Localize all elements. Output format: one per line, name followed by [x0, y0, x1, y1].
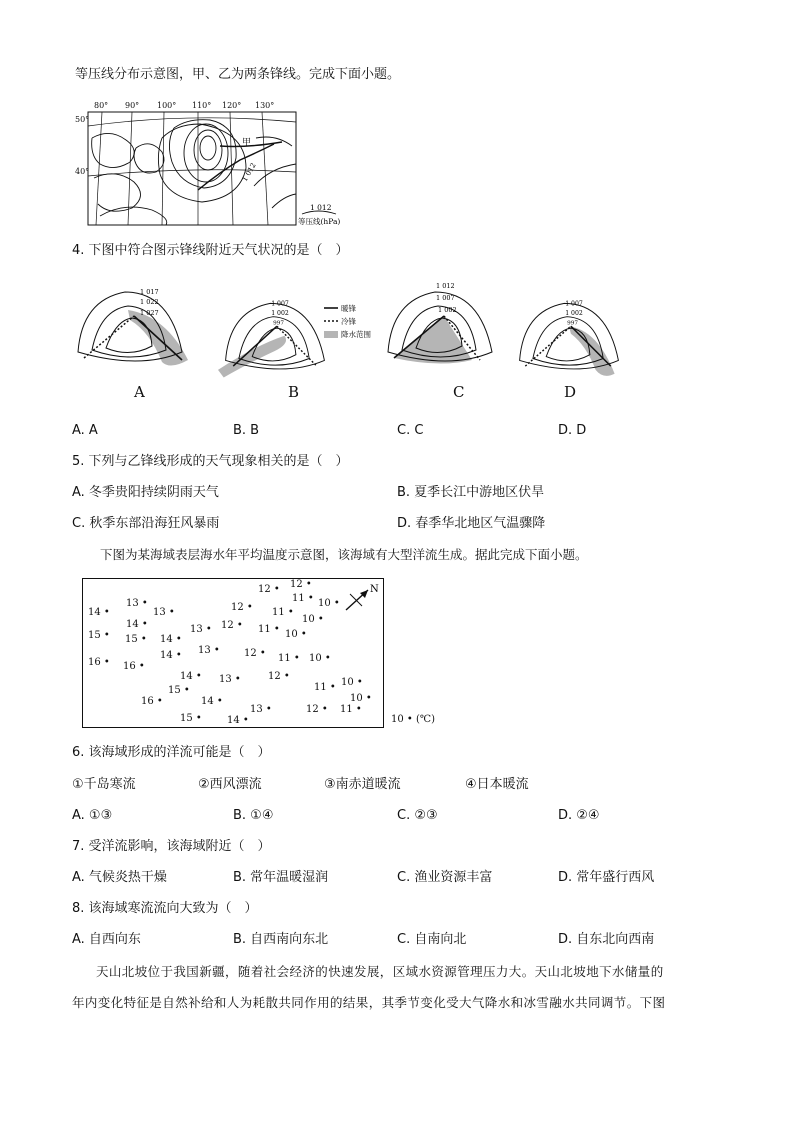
isobar-c-1: 1 012 — [436, 282, 455, 290]
lat-label: 40° — [75, 167, 90, 176]
temperature-point: 12 • — [290, 579, 312, 590]
q7-option-b[interactable]: B. 常年温暖湿润 — [233, 870, 329, 885]
temperature-point: 11 • — [314, 682, 336, 693]
q4-option-d[interactable]: D. D — [558, 423, 587, 438]
paragraph-line-1: 天山北坡位于我国新疆，随着社会经济的快速发展，区域水资源管理压力大。天山北坡地下水储量的 — [96, 964, 664, 979]
paragraph-line-2: 年内变化特征是自然补给和人为耗散共同作用的结果，其季节变化受大气降水和冰雪融水共同调节。下图 — [72, 995, 666, 1010]
temperature-point: 14 • — [160, 634, 182, 645]
q4-option-b[interactable]: B. B — [233, 423, 260, 438]
legend-value: 1 012 — [310, 203, 332, 212]
diagram-letter-d: D — [564, 383, 577, 401]
question-4-stem: 4. 下图中符合图示锋线附近天气状况的是（ ） — [72, 243, 349, 258]
diagram-letter-b: B — [288, 383, 300, 401]
temperature-point: 12 • — [258, 584, 280, 595]
lon-label: 130° — [255, 101, 275, 110]
isobar-c-2: 1 007 — [436, 294, 455, 302]
q5-option-a[interactable]: A. 冬季贵阳持续阴雨天气 — [72, 485, 219, 500]
front-legend — [324, 303, 371, 339]
lon-label: 90° — [125, 101, 140, 110]
q5-option-b[interactable]: B. 夏季长江中游地区伏旱 — [397, 485, 545, 500]
lon-label: 100° — [157, 101, 177, 110]
isobar-d-3: 997 — [567, 320, 578, 327]
isobar-legend — [298, 203, 340, 226]
temperature-point: 13 • — [126, 598, 148, 609]
lon-label: 110° — [192, 101, 212, 110]
temperature-point: 10 • — [341, 677, 363, 688]
temperature-point: 10 • — [285, 629, 307, 640]
q5-option-d[interactable]: D. 春季华北地区气温骤降 — [397, 516, 546, 531]
temperature-point: 11 • — [258, 624, 280, 635]
question-8-stem: 8. 该海域寒流流向大致为（ ） — [72, 901, 258, 916]
temperature-point: 10 • — [302, 614, 324, 625]
lat-label: 50° — [75, 115, 90, 124]
diagram-b — [218, 300, 324, 377]
temperature-point: 12 • — [244, 648, 266, 659]
q4-option-c[interactable]: C. C — [397, 423, 424, 438]
diagram-letter-a: A — [134, 383, 145, 401]
q5-option-c[interactable]: C. 秋季东部沿海狂风暴雨 — [72, 516, 220, 531]
temperature-point: 14 • — [126, 619, 148, 630]
isobar-b-3: 997 — [273, 320, 284, 327]
q6-item-1: ①千岛寒流 — [72, 777, 136, 792]
isobar-c-3: 1 002 — [438, 306, 457, 314]
diagram-letter-c: C — [453, 383, 465, 401]
temperature-point: 14 • — [88, 607, 110, 618]
temperature-point: 10 • — [309, 653, 331, 664]
temperature-point: 15 • — [180, 713, 202, 724]
temperature-point: 12 • — [268, 671, 290, 682]
q8-option-b[interactable]: B. 自西南向东北 — [233, 932, 329, 947]
temperature-point: 13 • — [153, 607, 175, 618]
temperature-point: 10 • — [318, 598, 340, 609]
temperature-point: 13 • — [250, 704, 272, 715]
temperature-point: 15 • — [168, 685, 190, 696]
temperature-point: 11 • — [272, 607, 294, 618]
q8-option-c[interactable]: C. 自南向北 — [397, 932, 467, 947]
isobar-map — [70, 98, 360, 230]
q7-option-c[interactable]: C. 渔业资源丰富 — [397, 870, 493, 885]
isobar-d-2: 1 002 — [565, 309, 583, 317]
diagram-d — [520, 300, 619, 376]
isobar-d-1: 1 007 — [565, 300, 583, 308]
legend-warm: 暖锋 — [341, 304, 356, 313]
legend-cold: 冷锋 — [341, 317, 356, 326]
temperature-point: 10 • — [350, 693, 372, 704]
north-label: N — [370, 584, 379, 595]
q7-option-d[interactable]: D. 常年盛行西风 — [558, 870, 655, 885]
temperature-point: 13 • — [198, 645, 220, 656]
q4-diagrams — [70, 280, 630, 405]
intro-text-1: 等压线分布示意图，甲、乙为两条锋线。完成下面小题。 — [75, 67, 401, 82]
temperature-point: 13 • — [219, 674, 241, 685]
temperature-legend: 10 • (℃) — [391, 714, 435, 725]
diagram-a — [78, 288, 188, 366]
lon-label: 80° — [94, 101, 109, 110]
isobar-a-1: 1 017 — [140, 288, 159, 296]
q4-option-a[interactable]: A. A — [72, 423, 98, 438]
temperature-point: 16 • — [88, 657, 110, 668]
question-6-stem: 6. 该海域形成的洋流可能是（ ） — [72, 745, 271, 760]
q6-item-2: ②西风漂流 — [198, 777, 262, 792]
question-5-stem: 5. 下列与乙锋线形成的天气现象相关的是（ ） — [72, 454, 349, 469]
temperature-point: 14 • — [160, 650, 182, 661]
isobar-a-2: 1 022 — [140, 298, 159, 306]
isobar-a-3: 1 027 — [140, 309, 159, 317]
temperature-point: 13 • — [190, 624, 212, 635]
temperature-point: 11 • — [278, 653, 300, 664]
q6-option-c[interactable]: C. ②③ — [397, 808, 438, 823]
temperature-point: 16 • — [141, 696, 163, 707]
temperature-point: 16 • — [123, 661, 145, 672]
north-arrow — [342, 582, 382, 616]
q6-option-a[interactable]: A. ①③ — [72, 808, 113, 823]
intro-text-2: 下图为某海域表层海水年平均温度示意图，该海域有大型洋流生成。据此完成下面小题。 — [100, 547, 588, 562]
legend-text: 等压线(hPa) — [298, 217, 341, 226]
temperature-point: 14 • — [201, 696, 223, 707]
temperature-point: 15 • — [125, 634, 147, 645]
temperature-point: 14 • — [180, 671, 202, 682]
front-label: 甲 — [242, 138, 252, 148]
isobar-b-1: 1 007 — [271, 300, 289, 308]
temperature-point: 12 • — [231, 602, 253, 613]
q6-option-b[interactable]: B. ①④ — [233, 808, 274, 823]
q8-option-d[interactable]: D. 自东北向西南 — [558, 932, 655, 947]
q6-item-4: ④日本暖流 — [465, 777, 529, 792]
q6-option-d[interactable]: D. ②④ — [558, 808, 600, 823]
temperature-point: 11 • — [292, 593, 314, 604]
isobar-label: 1 012 — [240, 161, 258, 183]
temperature-point: 12 • — [306, 704, 328, 715]
q7-option-a[interactable]: A. 气候炎热干燥 — [72, 870, 167, 885]
lon-label: 120° — [222, 101, 242, 110]
temperature-point: 15 • — [88, 630, 110, 641]
temperature-point: 11 • — [340, 704, 362, 715]
temperature-point: 14 • — [227, 715, 249, 726]
q6-item-3: ③南赤道暖流 — [324, 777, 401, 792]
isobar-b-2: 1 002 — [271, 309, 289, 317]
q8-option-a[interactable]: A. 自西向东 — [72, 932, 141, 947]
question-7-stem: 7. 受洋流影响，该海域附近（ ） — [72, 839, 271, 854]
diagram-c — [388, 282, 492, 364]
legend-rain: 降水范围 — [341, 330, 371, 339]
temperature-point: 12 • — [221, 620, 243, 631]
